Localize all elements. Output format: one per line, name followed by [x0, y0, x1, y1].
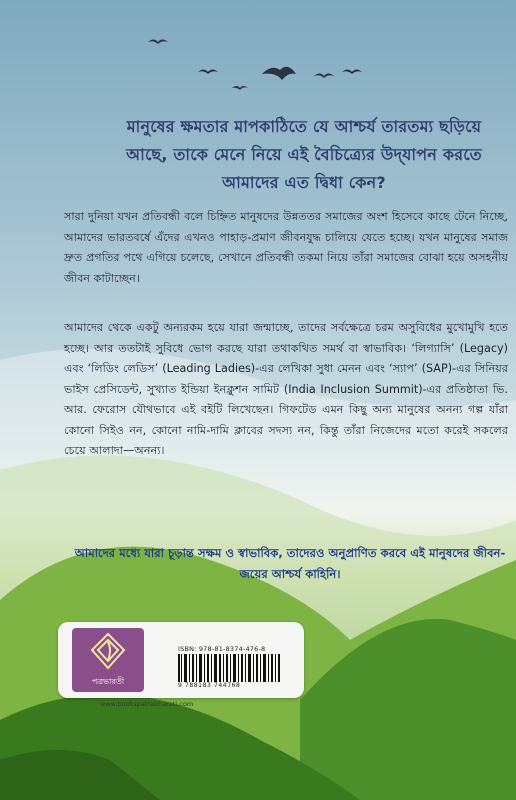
isbn-label: ISBN: 978-81-8374-476-8	[178, 645, 266, 653]
flying-birds-illustration	[0, 0, 516, 110]
closing-statement: আমাদের মধ্যে যারা চূড়ান্ত সক্ষম ও স্বাভাবিক, তাদেরও অনুপ্রাণিত করবে এই মানুষদের জীবন-জয়ের আশ্চর্য কাহিনি।	[74, 546, 506, 581]
body-paragraph-1: সারা দুনিয়া যখন প্রতিবন্ধী বলে চিহ্নিত মানুষদের উন্নততর সমাজের অংশ হিসেবে কাছে টেনে নিচ্ছে, আমাদের ভারতবর্ষে এঁদের এখনও পাহাড়-প্রমাণ জীবনযুদ্ধ চালিয়ে যেতে হচ্ছে। যখন মানুষের সমাজ দ্রুত প্রগতির পথে এগিয়ে চলেছে, সেখানে প্রতিবন্ধী তকমা নিয়ে তাঁরা সমাজের বোঝা হয়ে অসহনীয় জীবন কাটাচ্ছেন।	[64, 210, 508, 285]
publisher-emblem-icon	[72, 628, 144, 676]
barcode-icon	[178, 654, 280, 682]
body-paragraph-2: আমাদের থেকে একটু অন্যরকম হয়ে যারা জন্মাচ্ছে, তাদের সর্বক্ষেত্রে চরম অসুবিধের মুখোমুখি হতে হচ্ছে। আর ততটাই সুবিধে ভোগ করছে যারা তথাকথিত সমর্থ বা স্বাভাবিক। ‘লিগ্যাসি’ (Legacy) এবং ‘লিডিং লেডিস’ (Leading Ladies)-এর লেখিকা সুধা মেনন এবং ‘স্যাপ’ (SAP)-এর সিনিয়র ভাইস প্রেসিডেন্ট, সুখ্যাত ইন্ডিয়া ইনক্লুশন সামিট (India Inclusion Summit)-এর প্রতিষ্ঠাতা ভি. আর. ফেরোস যৌথভাবে এই বইটি লিখেছেন। গিফটেড এমন কিছু অন্য মানুষের অনন্য গল্প যাঁরা কোনো সিইও নন, কোনো নামি-দামি ক্লাবের সদস্য নন, কিন্তু তাঁরা নিজেদের মতো করেই সকলের চেয়ে আলাদা—অনন্য।	[64, 321, 508, 457]
barcode-number: 9 788183 744768	[178, 682, 241, 689]
headline: মানুষের ক্ষমতার মাপকাঠিতে যে আশ্চর্য তারতম্য ছড়িয়ে আছে, তাকে মেনে নিয়ে এই বৈচিত্র্যের উদ্‌যাপন করতে আমাদের এত দ্বিধা কেন?	[126, 117, 482, 192]
publisher-website: www.bookspatrabharati.com	[100, 700, 194, 708]
publisher-name: পত্রভারতী	[91, 677, 125, 686]
